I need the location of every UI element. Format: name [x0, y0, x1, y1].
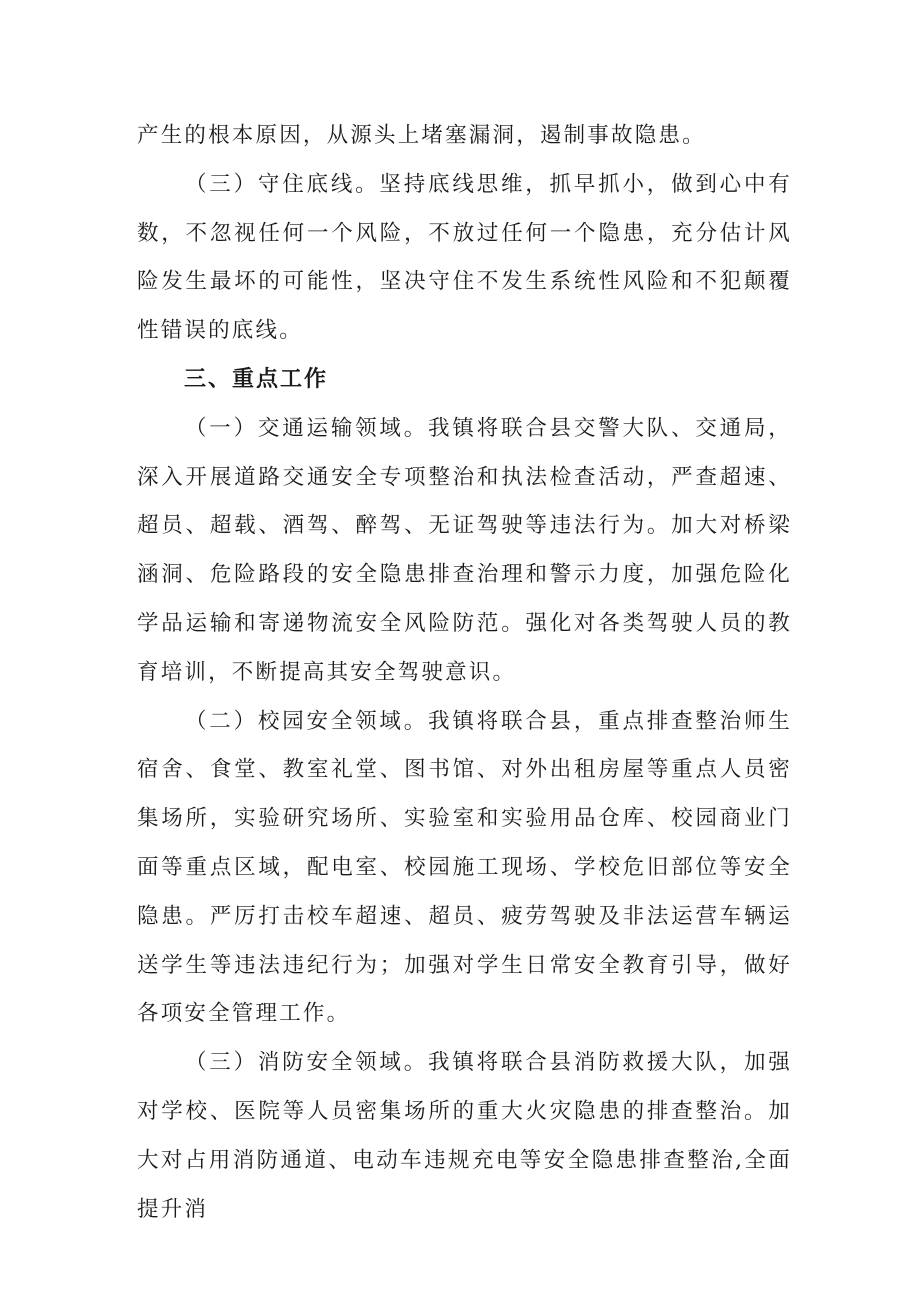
- paragraph-bottom-line: （三）守住底线。坚持底线思维，抓早抓小，做到心中有数，不忽视任何一个风险，不放过任何一个隐患，充分估计风险发生最坏的可能性，坚决守住不发生系统性风险和不犯颠覆性错误的底线。: [137, 171, 792, 344]
- paragraph-continuation: 产生的根本原因，从源头上堵塞漏洞，遏制事故隐患。: [137, 123, 706, 148]
- paragraph-fire-safety: （三）消防安全领域。我镇将联合县消防救援大队，加强对学校、医院等人员密集场所的重大火灾隐患的排查整治。加大对占用消防通道、电动车违规充电等安全隐患排查整治,全面提升消: [137, 1050, 792, 1222]
- paragraph-transport: （一）交通运输领域。我镇将联合县交警大队、交通局，深入开展道路交通安全专项整治和执法检查活动，严查超速、超员、超载、酒驾、醉驾、无证驾驶等违法行为。加大对桥梁涵洞、危险路段的安全隐患排查治理和警示力度，加强危险化学品运输和寄递物流安全风险防范。强化对各类驾驶人员的教育培训，不断提高其安全驾驶意识。: [137, 415, 792, 685]
- section-heading: 三、重点工作: [184, 366, 329, 392]
- paragraph-campus-safety: （二）校园安全领域。我镇将联合县，重点排查整治师生宿舍、食堂、教室礼堂、图书馆、对外出租房屋等重点人员密集场所，实验研究场所、实验室和实验用品仓库、校园商业门面等重点区域，配电室、校园施工现场、学校危旧部位等安全隐患。严厉打击校车超速、超员、疲劳驾驶及非法运营车辆运送学生等违法违纪行为；加强对学生日常安全教育引导，做好各项安全管理工作。: [137, 708, 792, 1027]
- document-page: [137, 112, 792, 1234]
